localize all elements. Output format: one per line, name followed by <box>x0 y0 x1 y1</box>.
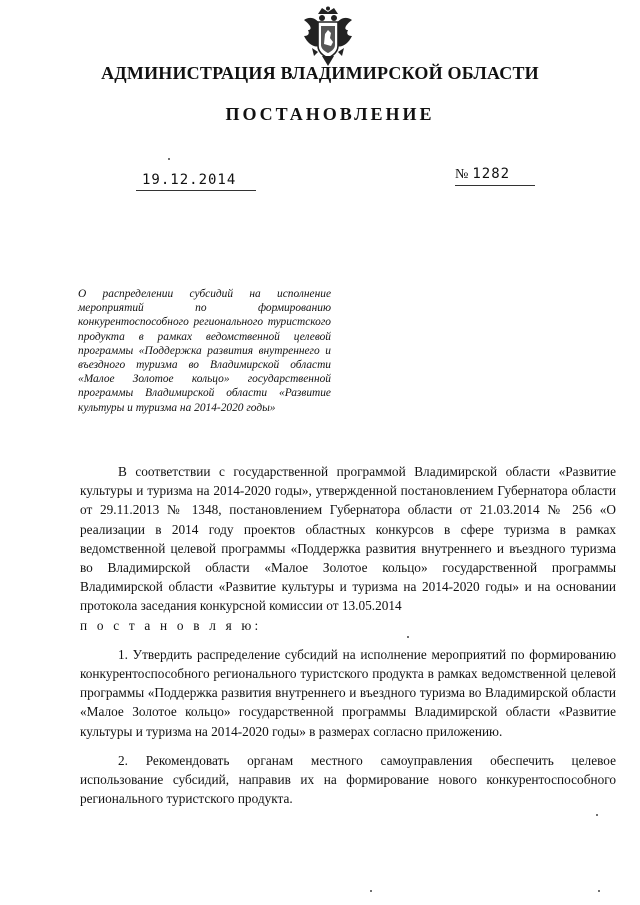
scan-speck <box>370 890 372 892</box>
item-1-paragraph: 1. Утвердить распределение субсидий на исполнение мероприятий по формированию конкурентоспособного регионального туристского продукта в рамках ведомственной целевой программы «Поддержка развития внутреннего и въездного туризма во Владимирской области «Малое Золотое кольцо» государственной программы Владимирской области «Развитие культуры и туризма на 2014-2020 годы» в размерах согласно приложению. <box>80 646 616 739</box>
scan-speck <box>407 636 409 638</box>
document-subject: О распределении субсидий на исполнение мероприятий по формированию конкурентоспособного регионального туристского продукта в рамках ведомственной целевой программы «Поддержка развития внутреннего и въездного туризма во Владимирской области «Малое Золотое кольцо» государственной программы Владимирской области «Развитие культуры и туризма на 2014-2020 годы» <box>78 288 331 414</box>
coat-of-arms-icon <box>300 6 356 68</box>
scan-speck <box>596 814 598 816</box>
preamble-paragraph: В соответствии с государственной программой Владимирской области «Развитие культуры и туризма на 2014-2020 годы», утвержденной постановлением Губернатора области от 29.11.2013 № 1348, постановлением Губернатора области от 21.03.2014 № 256 «О реализации в 2014 году проектов областных конкурсов в сфере туризма в рамках ведомственной целевой программы «Поддержка развития внутреннего и въездного туризма во Владимирской области «Малое Золотое кольцо» государственной программы Владимирской области «Развитие культуры и туризма на 2014-2020 годы» и на основании протокола заседания конкурсной комиссии от 13.05.2014 <box>80 464 616 614</box>
document-number <box>455 166 535 186</box>
organization-name: АДМИНИСТРАЦИЯ ВЛАДИМИРСКОЙ ОБЛАСТИ <box>101 63 539 83</box>
document-body <box>80 462 616 808</box>
number-sign: № <box>455 167 469 182</box>
scan-speck <box>168 158 170 160</box>
scan-speck <box>598 890 600 892</box>
document-date: 19.12.2014 <box>136 172 256 191</box>
document-type-title: ПОСТАНОВЛЕНИЕ <box>225 104 435 124</box>
number-value: 1282 <box>472 166 511 182</box>
item-2-paragraph: 2. Рекомендовать органам местного самоуправления обеспечить целевое использование субсидий, направив их на формирование нового конкурентоспособного регионального туристского продукта. <box>80 752 616 807</box>
resolve-word: п о с т а н о в л я ю: <box>80 617 262 633</box>
